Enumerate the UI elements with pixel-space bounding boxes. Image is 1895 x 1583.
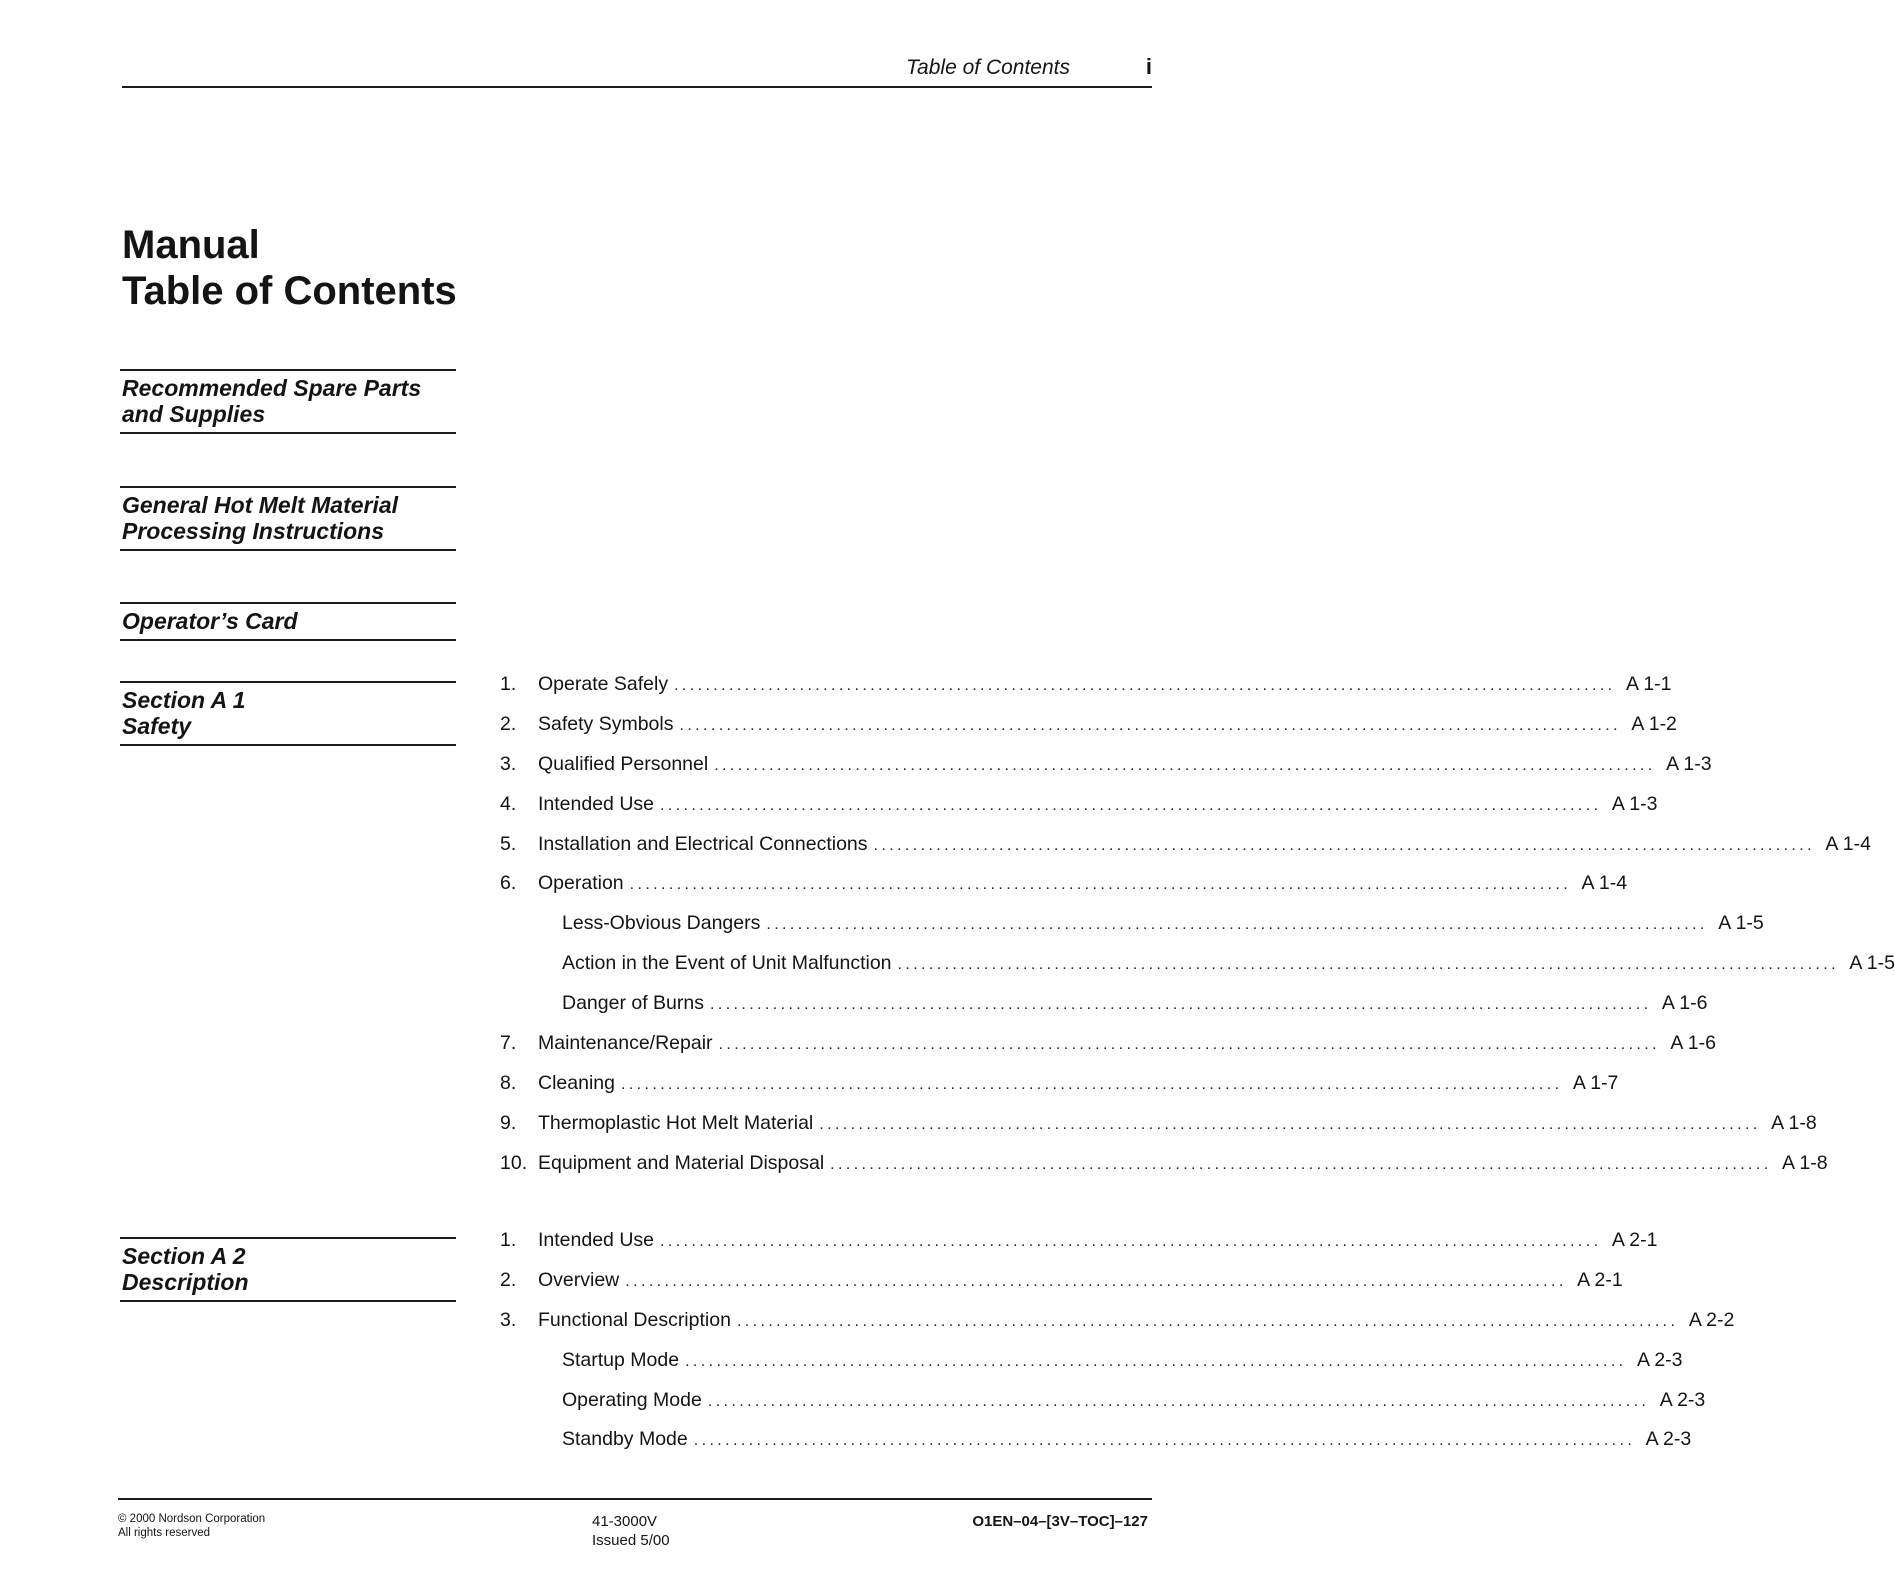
- footer-doc-number: 41-3000V: [592, 1513, 658, 1530]
- toc-entry-number: 7.: [500, 1032, 517, 1055]
- toc-entry: [500, 832, 1871, 873]
- section-heading-line: Recommended Spare Parts: [122, 375, 422, 401]
- footer-copyright-block: [118, 1512, 265, 1540]
- footer-code: O1EN–04–[3V–TOC]–127: [972, 1513, 1148, 1530]
- toc-entry-number: 9.: [500, 1111, 517, 1134]
- toc-entry: [500, 1348, 1683, 1389]
- toc-entry-page: A 1-3: [1666, 752, 1712, 775]
- toc-entry: [500, 712, 1677, 753]
- toc-entry-title: Functional Description: [538, 1308, 731, 1331]
- dot-leader: ........................................................................................................................: [873, 836, 1815, 854]
- toc-entry-number: 10.: [500, 1151, 528, 1174]
- toc-entry: [500, 1229, 1658, 1269]
- toc-entry: [500, 1308, 1735, 1349]
- section-heading-a1-safety: [120, 681, 456, 746]
- section-heading-spare-parts: [120, 369, 456, 434]
- toc-entry: [500, 1428, 1692, 1468]
- toc-entry: [500, 792, 1658, 833]
- toc-entry-page: A 1-6: [1661, 992, 1708, 1015]
- toc-entry-page: A 1-8: [1782, 1151, 1828, 1174]
- dot-leader: ........................................................................................................................: [660, 1233, 1602, 1250]
- section-heading-line: Description: [122, 1269, 249, 1295]
- toc-entry-number: 1.: [500, 673, 517, 695]
- dot-leader: ........................................................................................................................: [819, 1115, 1761, 1133]
- toc-entry-page: A 1-1: [1625, 673, 1672, 695]
- toc-entry: [500, 1111, 1817, 1152]
- dot-leader: ........................................................................................................................: [714, 756, 1656, 774]
- toc-entry-number: 3.: [500, 1308, 517, 1331]
- toc-entry-title: Danger of Burns: [562, 992, 704, 1015]
- footer-issued: Issued 5/00: [592, 1532, 670, 1549]
- dot-leader: ........................................................................................................................: [693, 1432, 1636, 1450]
- toc-entry-title: Equipment and Material Disposal: [538, 1151, 825, 1174]
- footer-doc-info: [592, 1512, 670, 1550]
- toc-entry-title: Cleaning: [538, 1071, 615, 1094]
- toc-entry-number: 6.: [500, 872, 517, 895]
- document-title-line1: Manual: [122, 223, 260, 267]
- document-title-line2: Table of Contents: [122, 269, 457, 313]
- toc-entry-page: A 1-5: [1718, 912, 1764, 935]
- toc-entry-number: 3.: [500, 752, 517, 775]
- toc-entry: [500, 752, 1712, 793]
- page-number: i: [1145, 54, 1152, 79]
- toc-entry-page: A 1-4: [1581, 872, 1628, 895]
- toc-entry: [500, 912, 1764, 952]
- toc-entry-title: Installation and Electrical Connections: [538, 832, 868, 855]
- toc-entry-title: Startup Mode: [562, 1348, 680, 1371]
- section-heading-a2-description: [120, 1237, 456, 1302]
- toc-entry-number: 4.: [500, 792, 517, 815]
- running-header: [122, 52, 1152, 88]
- dot-leader: ........................................................................................................................: [736, 1312, 1679, 1330]
- dot-leader: ........................................................................................................................: [620, 1075, 1563, 1093]
- toc-entry: [500, 673, 1672, 713]
- toc-list-a1: [500, 673, 1895, 1192]
- section-heading-line: Safety: [122, 713, 192, 739]
- section-heading-hot-melt-instructions: [120, 486, 456, 551]
- toc-entry-number: 8.: [500, 1071, 517, 1094]
- dot-leader: ........................................................................................................................: [766, 916, 1708, 934]
- toc-entry-number: 2.: [500, 712, 517, 735]
- toc-entry-page: A 2-3: [1645, 1428, 1692, 1451]
- dot-leader: ........................................................................................................................: [679, 716, 1621, 734]
- footer-copyright: © 2000 Nordson Corporation: [118, 1513, 266, 1525]
- toc-entry-page: A 1-4: [1825, 832, 1871, 855]
- toc-entry-title: Safety Symbols: [538, 712, 674, 735]
- toc-entry-title: Operate Safely: [538, 673, 669, 695]
- dot-leader: ........................................................................................................................: [629, 876, 1572, 894]
- dot-leader: ........................................................................................................................: [707, 1392, 1650, 1410]
- toc-entry-title: Thermoplastic Hot Melt Material: [538, 1111, 814, 1134]
- toc-entry: [500, 1268, 1623, 1309]
- toc-list-a2: [500, 1229, 1735, 1468]
- section-heading-line: Section A 1: [122, 687, 246, 713]
- document-title: [122, 222, 457, 314]
- toc-entry: [500, 1032, 1716, 1072]
- toc-entry: [500, 992, 1708, 1032]
- toc-entry-title: Maintenance/Repair: [538, 1032, 713, 1055]
- toc-entry-title: Intended Use: [538, 1229, 655, 1251]
- dot-leader: ........................................................................................................................: [897, 956, 1839, 974]
- toc-entry-title: Operation: [538, 872, 624, 895]
- toc-entry-page: A 1-2: [1631, 712, 1677, 735]
- toc-entry-number: 1.: [500, 1229, 517, 1251]
- toc-entry-page: A 2-1: [1577, 1268, 1623, 1291]
- toc-entry-page: A 1-7: [1572, 1071, 1619, 1094]
- section-heading-line: Section A 2: [122, 1243, 246, 1269]
- section-heading-line: General Hot Melt Material: [122, 492, 399, 518]
- page-footer: [118, 1498, 1152, 1560]
- toc-entry: [500, 1388, 1706, 1429]
- toc-entry-page: A 2-3: [1659, 1388, 1706, 1411]
- toc-entry-title: Qualified Personnel: [538, 752, 709, 775]
- dot-leader: ........................................................................................................................: [718, 1036, 1660, 1054]
- dot-leader: ........................................................................................................................: [710, 996, 1652, 1014]
- toc-entry-number: 2.: [500, 1268, 517, 1291]
- toc-entry-title: Overview: [538, 1268, 620, 1291]
- toc-entry-page: A 2-2: [1688, 1308, 1735, 1331]
- toc-entry-page: A 2-1: [1611, 1229, 1658, 1251]
- toc-entry: [500, 1151, 1828, 1192]
- toc-entry-title: Intended Use: [538, 792, 655, 815]
- section-heading-operators-card: [120, 602, 456, 641]
- toc-entry-page: A 2-3: [1636, 1348, 1683, 1371]
- dot-leader: ........................................................................................................................: [830, 1155, 1772, 1173]
- toc-entry-page: A 1-6: [1670, 1032, 1716, 1055]
- dot-leader: ........................................................................................................................: [685, 1352, 1627, 1370]
- toc-entry-title: Operating Mode: [562, 1388, 702, 1411]
- section-heading-line: Processing Instructions: [122, 518, 385, 544]
- running-header-title: Table of Contents: [906, 56, 1070, 79]
- toc-entry-page: A 1-3: [1611, 792, 1658, 815]
- toc-entry: [500, 1071, 1619, 1112]
- toc-entry: [500, 872, 1628, 912]
- dot-leader: ........................................................................................................................: [660, 796, 1602, 814]
- toc-entry-title: Standby Mode: [562, 1428, 688, 1451]
- dot-leader: ........................................................................................................................: [625, 1272, 1567, 1290]
- toc-entry-number: 5.: [500, 832, 517, 855]
- toc-entry: [500, 952, 1895, 992]
- dot-leader: ........................................................................................................................: [674, 677, 1616, 694]
- toc-entry-title: Action in the Event of Unit Malfunction: [562, 952, 892, 975]
- section-heading-line: Operator’s Card: [122, 608, 298, 634]
- toc-entry-page: A 1-5: [1849, 952, 1895, 975]
- toc-entry-title: Less-Obvious Dangers: [562, 912, 761, 935]
- section-heading-line: and Supplies: [122, 401, 266, 427]
- footer-rights: All rights reserved: [118, 1527, 211, 1539]
- toc-entry-page: A 1-8: [1771, 1111, 1817, 1134]
